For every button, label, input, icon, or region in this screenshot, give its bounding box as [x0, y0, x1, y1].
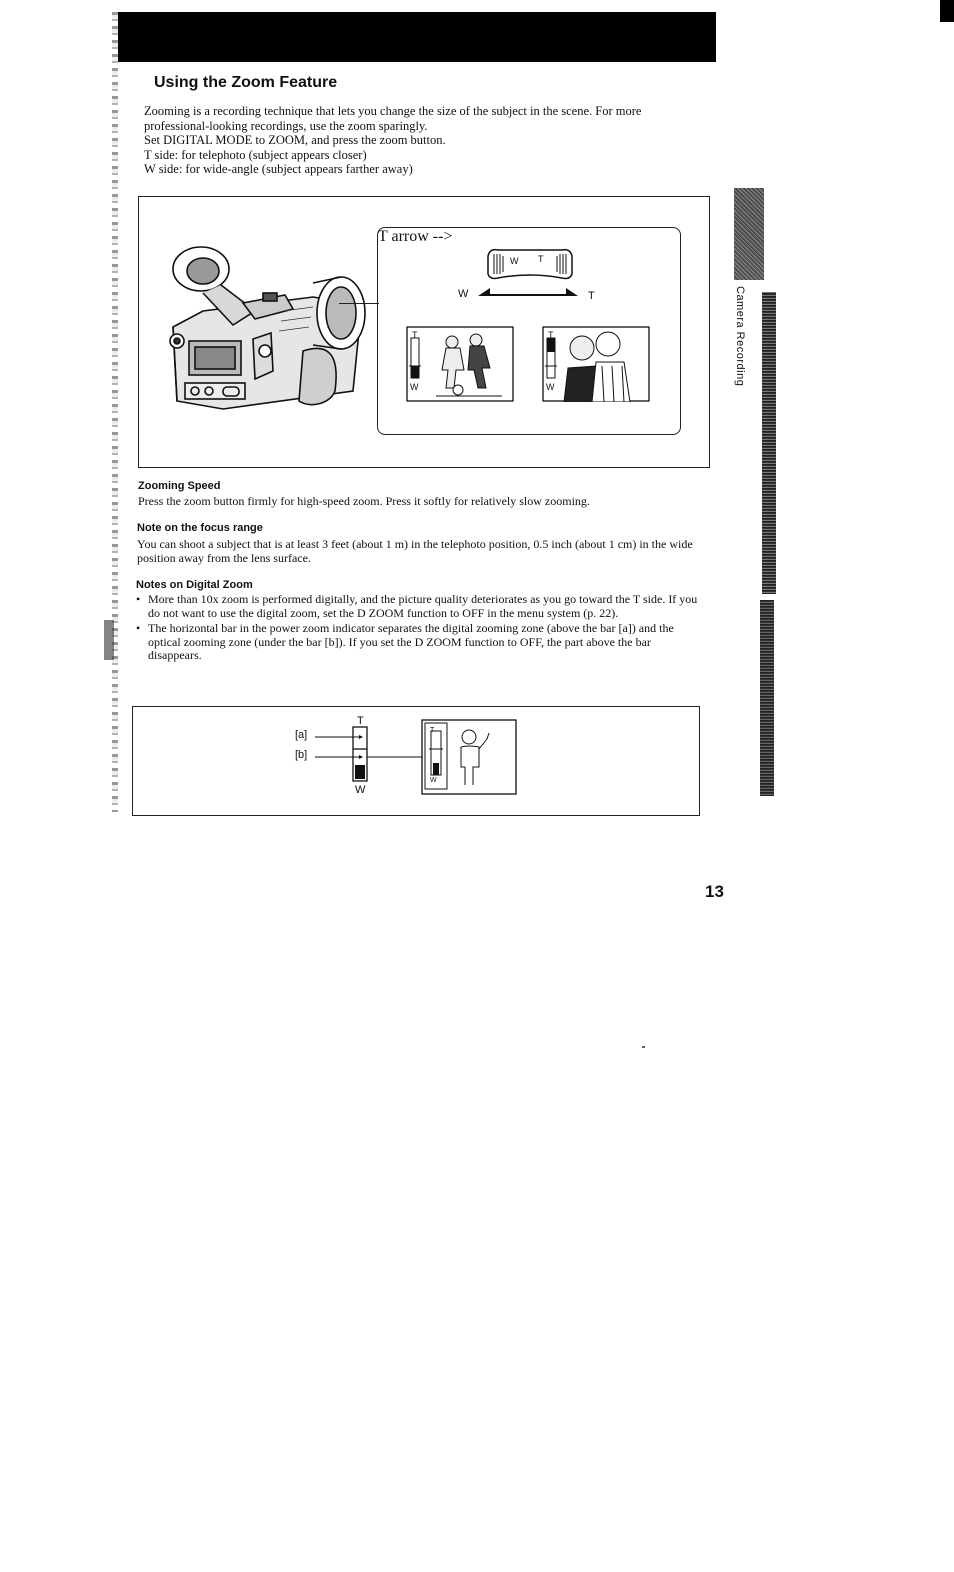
focus-range-heading: Note on the focus range: [137, 522, 263, 534]
viewfinder-w-label: W: [430, 777, 437, 784]
scan-edge-right-lower: [760, 600, 774, 796]
callout-line: [339, 303, 379, 304]
scan-edge-mark: [104, 620, 114, 660]
tele-screen-w-label: W: [546, 382, 555, 392]
label-b: [b]: [295, 749, 308, 761]
wide-view-screen: [406, 326, 514, 402]
header-bar: [118, 12, 716, 62]
list-item: • The horizontal bar in the power zoom indicator separates the digital zooming zone (above the bar [a]) and the optical zooming zone (under the bar [b]). If you set the D ZOOM function to OFF, the part above the bar disappears.: [136, 622, 698, 663]
corner-mark: [940, 0, 954, 22]
section-tab: [734, 188, 764, 280]
scan-edge-right: [762, 292, 776, 594]
power-zoom-indicator: [313, 725, 423, 785]
indicator-t-label: T: [357, 715, 364, 727]
arrow-t-label: T: [588, 290, 595, 302]
scan-speck: [642, 1046, 645, 1048]
intro-line-3: T side: for telephoto (subject appears closer): [144, 147, 367, 162]
section-tab-label: Camera Recording: [734, 286, 746, 387]
lever-t-label: T: [538, 254, 544, 264]
arrow-w-label: W: [458, 288, 469, 300]
camcorder-illustration: [163, 241, 383, 417]
wide-screen-w-label: W: [410, 382, 419, 392]
scan-edge-left: [112, 12, 118, 812]
intro-line-1: Zooming is a recording technique that lets you change the size of the subject in the scene. For more professional-looking recordings, use the zoom sparingly.: [144, 104, 642, 133]
tele-screen-t-label: T: [548, 330, 554, 340]
intro-line-4: W side: for wide-angle (subject appears farther away): [144, 162, 413, 176]
zoom-direction-arrow-icon: [478, 286, 578, 298]
digital-zoom-notes: [136, 593, 698, 665]
list-item: • More than 10x zoom is performed digitally, and the picture quality deteriorates as you go toward the T side. If you do not want to use the digital zoom, set the D ZOOM function to OFF in the menu system (p. 22).: [136, 593, 698, 620]
wide-screen-t-label: T: [412, 330, 418, 340]
zoom-detail-frame: W T T arrow --> W T T W T W: [377, 227, 681, 435]
viewfinder-t-label: T: [430, 727, 435, 734]
page-title: Using the Zoom Feature: [154, 74, 338, 91]
zooming-speed-heading: Zooming Speed: [138, 480, 221, 492]
intro-text: [144, 104, 704, 177]
label-a: [a]: [295, 729, 308, 741]
intro-line-2: Set DIGITAL MODE to ZOOM, and press the zoom button.: [144, 133, 446, 147]
tele-view-screen: [542, 326, 650, 402]
indicator-w-label: W: [355, 784, 366, 796]
zooming-speed-text: Press the zoom button firmly for high-speed zoom. Press it softly for relatively slow zooming.: [138, 494, 590, 508]
lever-w-label: W: [510, 256, 519, 266]
focus-range-text: You can shoot a subject that is at least 3 feet (about 1 m) in the telephoto position, 0.5 inch (about 1 cm) in the wide position away from the lens surface.: [137, 537, 693, 565]
zoom-lever[interactable]: [482, 244, 578, 284]
zoom-figure: [138, 196, 710, 468]
page-number: 13: [705, 882, 724, 901]
zoom-indicator-figure: [132, 706, 700, 816]
digital-zoom-heading: Notes on Digital Zoom: [136, 579, 253, 591]
